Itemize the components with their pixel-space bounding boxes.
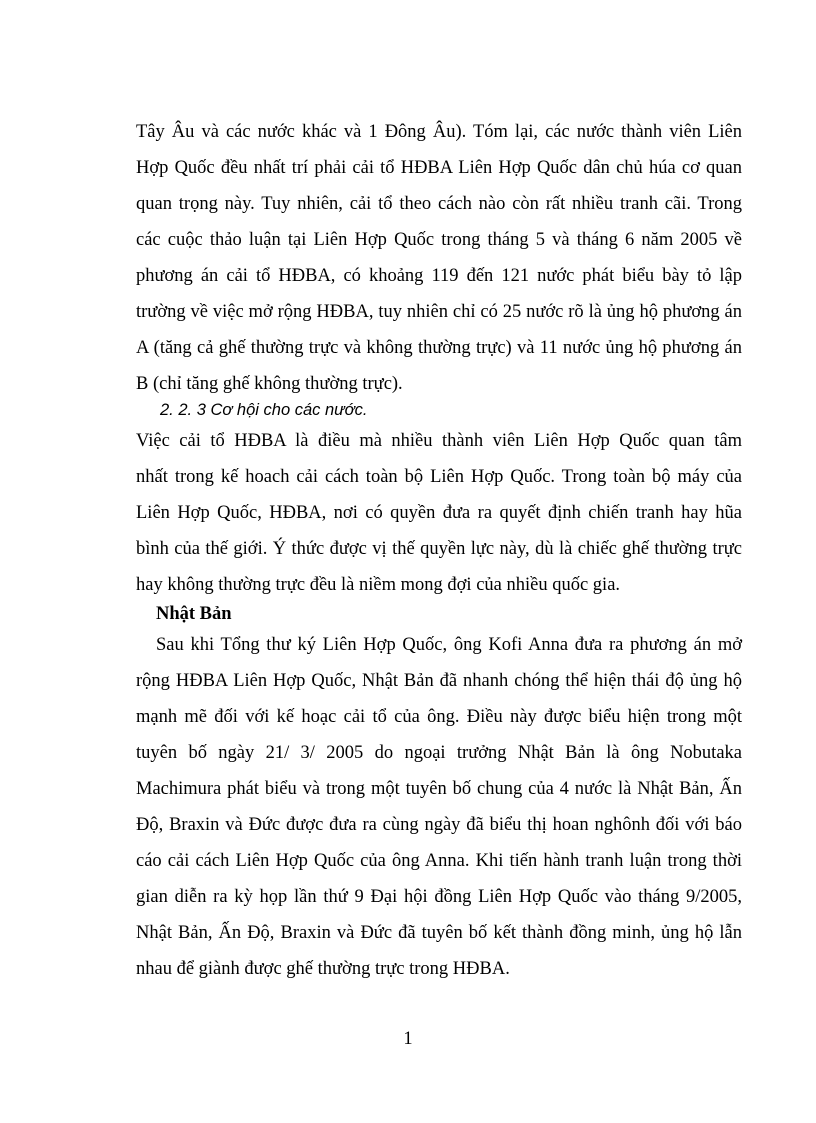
section-subheading: 2. 2. 3 Cơ hội cho các nước. bbox=[160, 401, 368, 419]
paragraph-line: tuyên bố ngày 21/ 3/ 2005 do ngoại trưởng Nhật Bản là ông Nobutaka bbox=[136, 743, 742, 763]
paragraph-line: nhất trong kế hoach cải cách toàn bộ Liên Hợp Quốc. Trong toàn bộ máy của bbox=[136, 467, 742, 487]
paragraph-line: phương án cải tổ HĐBA, có khoảng 119 đến 121 nước phát biểu bày tỏ lập bbox=[136, 266, 742, 286]
paragraph-line: Độ, Braxin và Đức được đưa ra cùng ngày đã biểu thị hoan nghônh đối với báo bbox=[136, 815, 742, 835]
paragraph-line: Sau khi Tổng thư ký Liên Hợp Quốc, ông Kofi Anna đưa ra phương án mở bbox=[156, 635, 742, 655]
paragraph-line: Liên Hợp Quốc, HĐBA, nơi có quyền đưa ra quyết định chiến tranh hay hũa bbox=[136, 503, 742, 523]
section-title: Nhật Bản bbox=[156, 604, 232, 624]
paragraph-line: hay không thường trực đều là niềm mong đợi của nhiều quốc gia. bbox=[136, 575, 621, 595]
paragraph-line: Nhật Bản, Ấn Độ, Braxin và Đức đã tuyên bố kết thành đồng minh, ủng hộ lẫn bbox=[136, 923, 742, 943]
paragraph-line: Machimura phát biểu và trong một tuyên bố chung của 4 nước là Nhật Bản, Ấn bbox=[136, 779, 742, 799]
paragraph-line: rộng HĐBA Liên Hợp Quốc, Nhật Bản đã nhanh chóng thể hiện thái độ ủng hộ bbox=[136, 671, 742, 691]
paragraph-line: Việc cải tổ HĐBA là điều mà nhiều thành viên Liên Hợp Quốc quan tâm bbox=[136, 431, 742, 451]
paragraph-line: trường về việc mở rộng HĐBA, tuy nhiên chỉ có 25 nước rõ là ủng hộ phương án bbox=[136, 302, 742, 322]
paragraph-line: quan trọng này. Tuy nhiên, cải tổ theo cách nào còn rất nhiều tranh cãi. Trong bbox=[136, 194, 742, 214]
paragraph-line: mạnh mẽ đối với kế hoạc cải tổ của ông. Điều này được biểu hiện trong một bbox=[136, 707, 742, 727]
paragraph-line: A (tăng cả ghế thường trực và không thường trực) và 11 nước ủng hộ phương án bbox=[136, 338, 742, 358]
paragraph-line: Hợp Quốc đều nhất trí phải cải tổ HĐBA Liên Hợp Quốc dân chủ húa cơ quan bbox=[136, 158, 742, 178]
paragraph-line: Tây Âu và các nước khác và 1 Đông Âu). Tóm lại, các nước thành viên Liên bbox=[136, 122, 742, 142]
paragraph-line: nhau để giành được ghế thường trực trong HĐBA. bbox=[136, 959, 510, 979]
paragraph-line: gian diễn ra kỳ họp lần thứ 9 Đại hội đồng Liên Hợp Quốc vào tháng 9/2005, bbox=[136, 887, 742, 907]
paragraph-line: các cuộc thảo luận tại Liên Hợp Quốc trong tháng 5 và tháng 6 năm 2005 về bbox=[136, 230, 742, 250]
paragraph-line: B (chỉ tăng ghế không thường trực). bbox=[136, 374, 403, 394]
page-number: 1 bbox=[403, 1029, 413, 1049]
paragraph-line: bình của thế giới. Ý thức được vị thế quyền lực này, dù là chiếc ghế thường trực bbox=[136, 539, 742, 559]
paragraph-line: cáo cải cách Liên Hợp Quốc của ông Anna. Khi tiến hành tranh luận trong thời bbox=[136, 851, 742, 871]
